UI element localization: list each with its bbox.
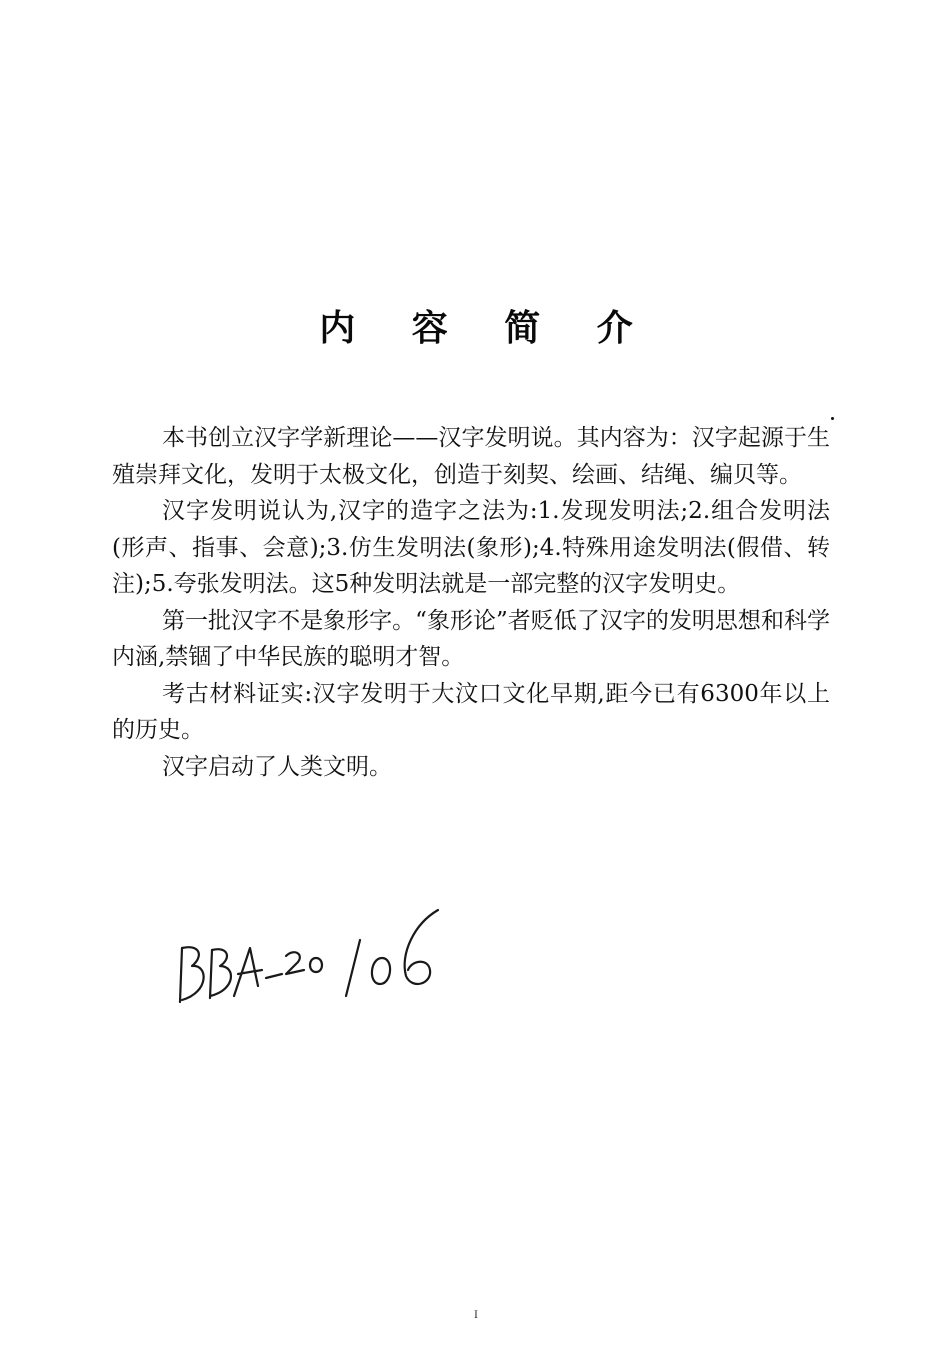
page-number: I bbox=[474, 1310, 478, 1321]
summary-body bbox=[112, 420, 830, 785]
paragraph-3: 第一批汉字不是象形字。“象形论”者贬低了汉字的发明思想和科学内涵,禁锢了中华民族的聪明才智。 bbox=[112, 607, 830, 670]
paragraph-1: 本书创立汉字学新理论——汉字发明说。其内容为：汉字起源于生殖崇拜文化，发明于太极文化，创造于刻契、绘画、结绳、编贝等。 bbox=[112, 425, 830, 488]
handwritten-signature bbox=[170, 900, 450, 1010]
paragraph-2: 汉字发明说认为,汉字的造字之法为:1.发现发明法;2.组合发明法(形声、指事、会意);3.仿生发明法(象形);4.特殊用途发明法(假借、转注);5.夸张发明法。这5种发明法就是一部完整的汉字发明史。 bbox=[112, 498, 830, 597]
paragraph-5: 汉字启动了人类文明。 bbox=[162, 753, 392, 780]
paragraph-4: 考古材料证实:汉字发明于大汶口文化早期,距今已有6300年以上的历史。 bbox=[112, 680, 830, 743]
page-title: 内 容 简 介 bbox=[319, 308, 655, 349]
stray-mark bbox=[831, 417, 834, 420]
